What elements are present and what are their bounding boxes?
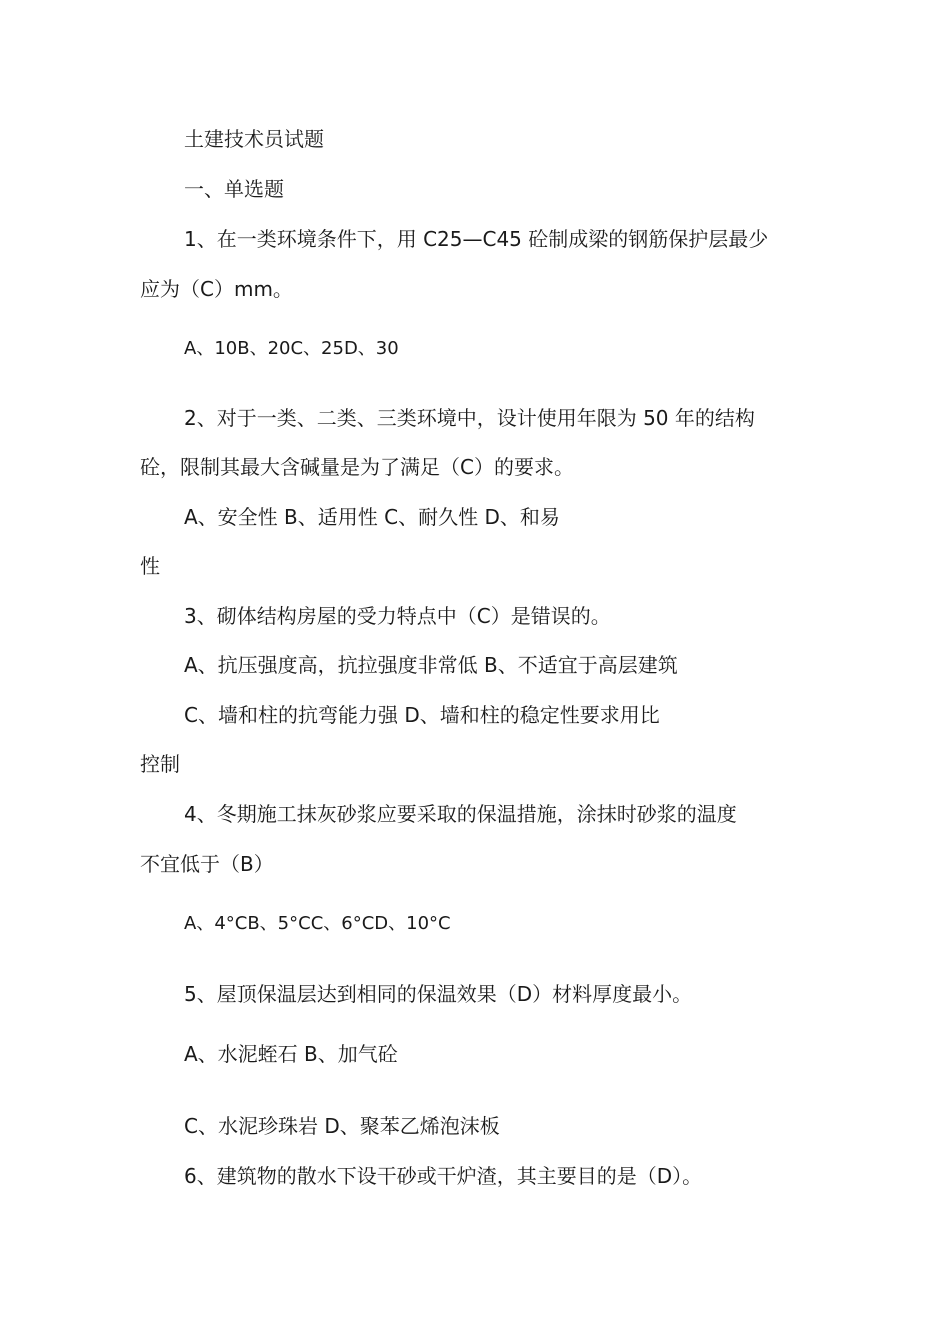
question-5-options: A、水泥蛭石 B、加气砼 bbox=[184, 1042, 398, 1066]
question-4-options: A、4°CB、5°CC、6°CD、10°C bbox=[184, 913, 451, 934]
question-1-options: A、10B、20C、25D、30 bbox=[184, 338, 399, 359]
question-2-text: 2、对于一类、二类、三类环境中，设计使用年限为 50 年的结构 bbox=[184, 406, 755, 430]
question-1-text: 1、在一类环境条件下，用 C25—C45 砼制成梁的钢筋保护层最少 bbox=[184, 227, 769, 251]
question-2-options: A、安全性 B、适用性 C、耐久性 D、和易 bbox=[184, 505, 560, 529]
question-4-text-cont: 不宜低于（B） bbox=[140, 852, 274, 876]
question-5-options-cont: C、水泥珍珠岩 D、聚苯乙烯泡沫板 bbox=[184, 1114, 500, 1138]
question-5-text: 5、屋顶保温层达到相同的保温效果（D）材料厚度最小。 bbox=[184, 982, 693, 1006]
question-6-text: 6、建筑物的散水下设干砂或干炉渣，其主要目的是（D）。 bbox=[184, 1164, 703, 1188]
question-2-text-cont: 砼，限制其最大含碱量是为了满足（C）的要求。 bbox=[140, 455, 574, 479]
section-heading: 一、单选题 bbox=[184, 177, 284, 201]
document-title: 土建技术员试题 bbox=[184, 127, 324, 151]
question-3-text: 3、砌体结构房屋的受力特点中（C）是错误的。 bbox=[184, 604, 611, 628]
question-1-text-cont: 应为（C）mm。 bbox=[140, 277, 293, 301]
question-3-options-end: 控制 bbox=[140, 752, 180, 776]
question-3-options: A、抗压强度高，抗拉强度非常低 B、不适宜于高层建筑 bbox=[184, 653, 678, 677]
question-3-options-cont: C、墙和柱的抗弯能力强 D、墙和柱的稳定性要求用比 bbox=[184, 703, 660, 727]
question-2-options-cont: 性 bbox=[140, 554, 160, 578]
question-4-text: 4、冬期施工抹灰砂浆应要采取的保温措施，涂抹时砂浆的温度 bbox=[184, 802, 737, 826]
